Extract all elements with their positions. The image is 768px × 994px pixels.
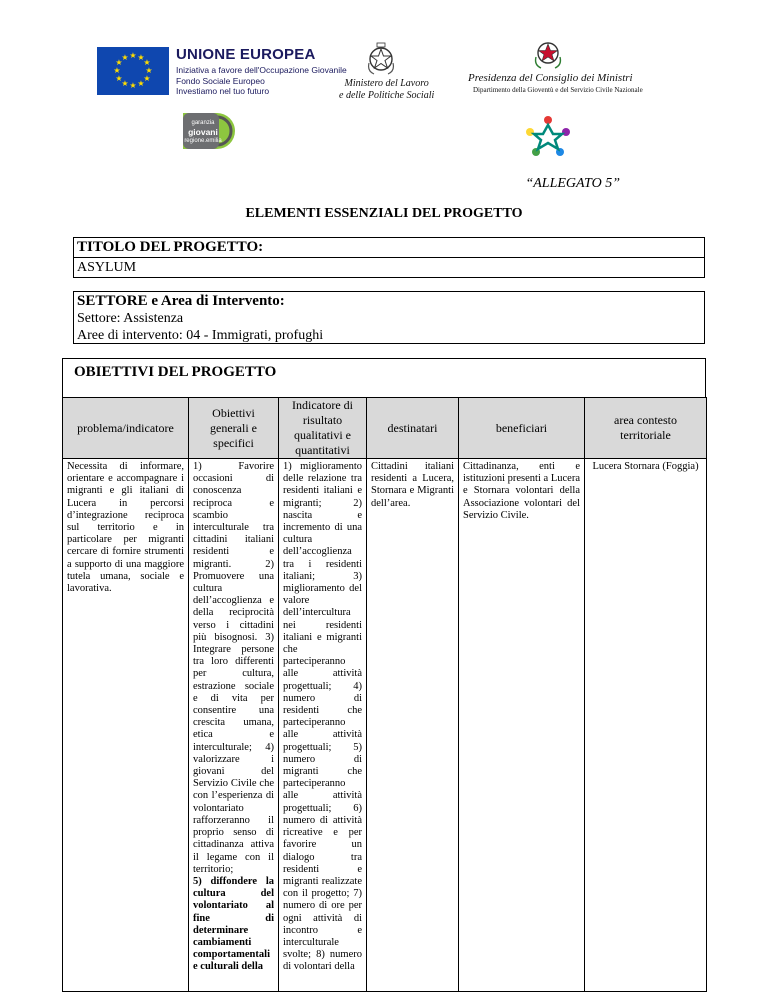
ministry-line-1: Ministero del Lavoro [344,78,429,89]
title-box [73,237,705,278]
header-beneficiari: beneficiari [459,398,585,459]
obiettivi-label: OBIETTIVI DEL PROGETTO [74,364,277,380]
cell-indicatori: 1) miglioramento delle relazione tra residenti italiani e migranti; 2) nascita e incremento di una cultura dell’accoglienza tra i residenti italiani; 3) miglioramento del valore dell’intercultura nei residenti italiani e migranti che parteciperanno alle attività progettuali; 4) numero di residenti che parteciperanno alle attività progettuali; 5) numero di migranti che parteciperanno alle attività progettuali; 6) numero di attività ricreative e per favorire un dialogo tra residenti e migranti realizzate con il progetto; 7) numero di ore per ogni attività di incontro e interculturale svolte; 8) numero di volontari della [279,459,367,992]
cell-problema: Necessita di informare, orientare e accompagnare i migranti e gli italiani di Lucera in percorsi d’integrazione reciproca sul territorio e in particolare per migranti cercare di fornire strumenti a supporto di una maggiore tutela umana, sociale e lavorativa. [63,459,189,992]
eu-line-1: Iniziativa a favore dell'Occupazione Giovanile [176,65,347,75]
garanzia-giovani-text [184,119,222,146]
cell-destinatari: Cittadini italiani residenti a Lucera, Stornara e Migranti dell’area. [367,459,459,992]
presidenza-emblem-icon [531,36,565,72]
ministry-line-2: e delle Politiche Sociali [339,90,435,101]
garanzia-line-2: giovani [188,127,218,137]
svg-text:★: ★ [143,58,151,67]
svg-text:★: ★ [121,53,129,62]
cell-area: Lucera Stornara (Foggia) [585,459,707,992]
eu-line-2: Fondo Sociale Europeo [176,75,265,86]
svg-text:★: ★ [143,74,151,83]
eu-flag-logo [97,47,169,95]
svg-text:★: ★ [129,51,137,60]
svg-text:★: ★ [121,79,129,88]
ministry-caption [339,78,434,102]
header-problema: problema/indicatore [63,398,189,459]
title-value: ASYLUM [77,260,137,275]
presidenza-title: Presidenza del Consiglio dei Ministri [468,72,633,84]
italian-emblem-icon [364,41,398,77]
svg-text:★: ★ [137,79,145,88]
cell-obiettivi [189,459,279,992]
settore-label: SETTORE e Area di Intervento: [77,293,285,309]
eu-title: UNIONE EUROPEA [176,46,316,63]
header-obiettivi: Obiettivi generali e specifici [189,398,279,459]
header-destinatari: destinatari [367,398,459,459]
garanzia-line-3: regione.emilia [184,138,222,144]
eu-line-3: Investiamo nel tuo futuro [176,86,270,96]
header-indicatori: Indicatore di risultato qualitativi e quantitativi [279,398,367,459]
settore-value: Settore: Assistenza [77,311,184,326]
header-area: area contesto territoriale [585,398,707,459]
eu-text-block [176,46,347,97]
svg-text:★: ★ [113,66,121,75]
obiettivi-table [62,397,707,992]
garanzia-line-1: garanzia [191,120,215,126]
table-header-row [63,398,707,459]
settore-box [73,291,705,344]
obiettivi-text: 1) Favorire occasioni di conoscenza reciproca e scambio interculturale tra cittadini italiani residenti e migranti. 2) Promuovere una cultura dell’accoglienza e della reciprocità verso i cittadini più bisognosi. 3) Integrare persone tra loro differenti per cultura, estrazione sociale e di vita per consentire una crescita umana, etica e interculturale; 4) valorizzare i giovani del Servizio Civile che con l’esperienza di volontariato rafforzeranno il proprio senso di cittadinanza attiva il legame con il territorio; [193,461,274,875]
allegato-label: “ALLEGATO 5” [525,176,620,191]
servizio-civile-star-logo [522,112,574,160]
table-row [63,459,707,992]
presidenza-subtitle: Dipartimento della Gioventù e del Servizio Civile Nazionale [473,86,643,94]
svg-text:★: ★ [115,58,123,67]
svg-text:★: ★ [129,81,137,90]
svg-text:★: ★ [137,53,145,62]
aree-value: Aree di intervento: 04 - Immigrati, profughi [77,328,324,343]
main-heading: ELEMENTI ESSENZIALI DEL PROGETTO [245,206,523,221]
obiettivi-box [62,358,706,398]
svg-text:★: ★ [115,74,123,83]
title-label: TITOLO DEL PROGETTO: [74,238,704,258]
cell-beneficiari: Cittadinanza, enti e istituzioni presenti a Lucera e Stornara volontari della Associazione volontari del Servizio Civile. [459,459,585,992]
obiettivi-text-bold: 5) diffondere la cultura del volontariato al fine di determinare cambiamenti comportamentali e culturali della [193,875,274,973]
svg-text:★: ★ [145,66,153,75]
